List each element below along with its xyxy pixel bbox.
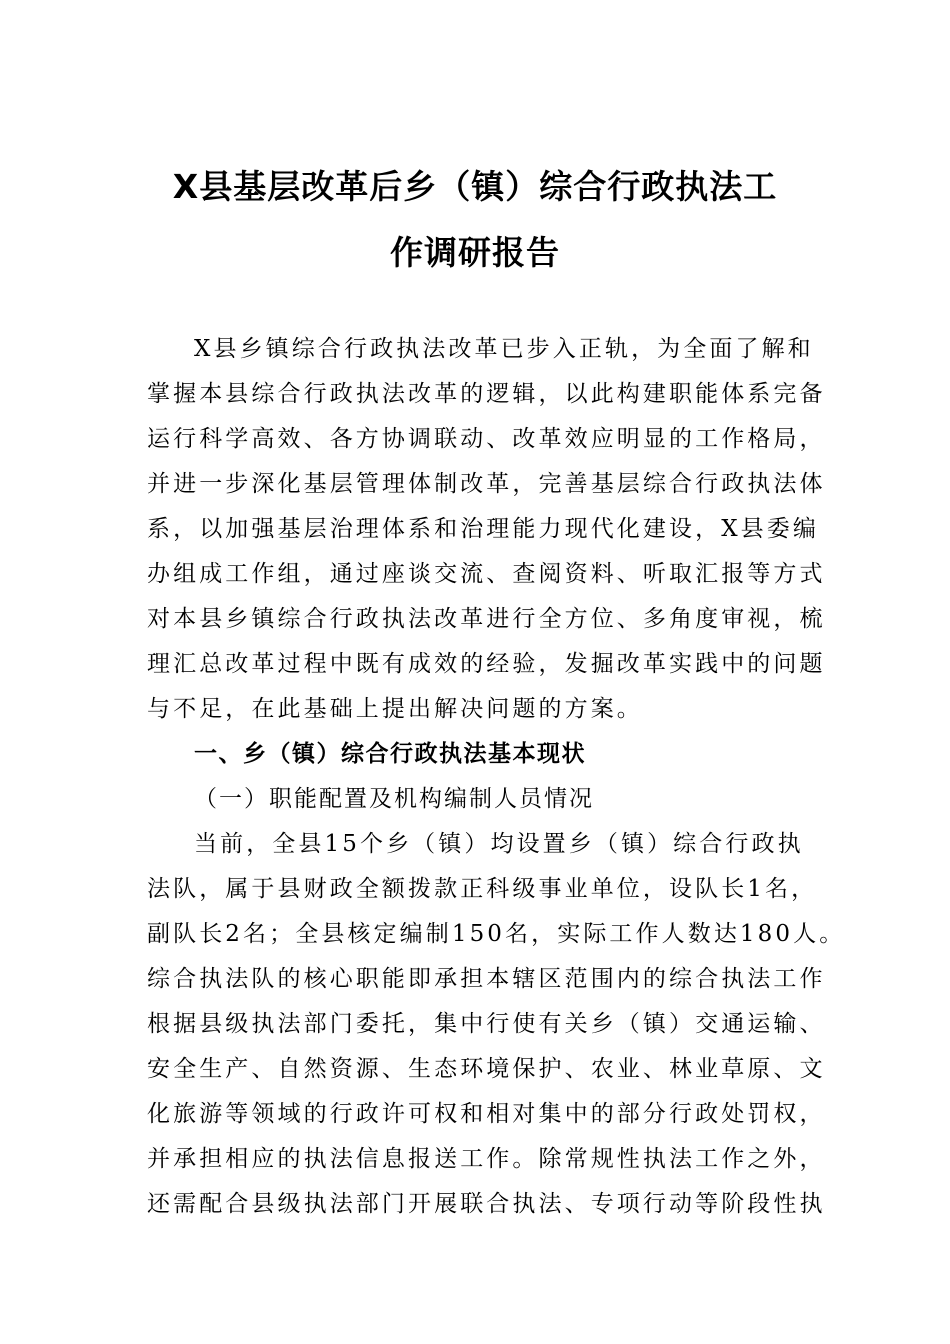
paragraph-line: 并承担相应的执法信息报送工作。除常规性执法工作之外， xyxy=(147,1146,826,1172)
paragraph-line: 对本县乡镇综合行政执法改革进行全方位、多角度审视，梳 xyxy=(147,606,826,632)
paragraph-line: 还需配合县级执法部门开展联合执法、专项行动等阶段性执 xyxy=(147,1191,826,1217)
paragraph-line: 化旅游等领域的行政许可权和相对集中的部分行政处罚权， xyxy=(147,1101,826,1127)
paragraph-line: 办组成工作组，通过座谈交流、查阅资料、听取汇报等方式 xyxy=(147,561,826,587)
paragraph-line: 安全生产、自然资源、生态环境保护、农业、林业草原、文 xyxy=(147,1056,826,1082)
section-heading-1: 一、乡（镇）综合行政执法基本现状 xyxy=(194,741,586,767)
paragraph-line: 与不足，在此基础上提出解决问题的方案。 xyxy=(147,696,643,722)
document-title-line-1: X县基层改革后乡（镇）综合行政执法工 xyxy=(172,167,778,206)
paragraph-line: X县乡镇综合行政执法改革已步入正轨，为全面了解和 xyxy=(194,336,814,362)
paragraph-line: 运行科学高效、各方协调联动、改革效应明显的工作格局， xyxy=(147,426,826,452)
paragraph-line: 副队长2名；全县核定编制150名，实际工作人数达180人。 xyxy=(147,921,846,947)
document-title-line-2: 作调研报告 xyxy=(390,233,560,272)
paragraph-line: 当前，全县15个乡（镇）均设置乡（镇）综合行政执 xyxy=(194,831,804,857)
paragraph-line: 综合执法队的核心职能即承担本辖区范围内的综合执法工作 xyxy=(147,966,826,992)
section-heading-2: （一）职能配置及机构编制人员情况 xyxy=(194,786,594,812)
paragraph-line: 系，以加强基层治理体系和治理能力现代化建设，X县委编 xyxy=(147,516,819,542)
paragraph-line: 掌握本县综合行政执法改革的逻辑，以此构建职能体系完备 xyxy=(147,381,826,407)
paragraph-line: 理汇总改革过程中既有成效的经验，发掘改革实践中的问题 xyxy=(147,651,826,677)
paragraph-line: 根据县级执法部门委托，集中行使有关乡（镇）交通运输、 xyxy=(147,1011,826,1037)
paragraph-line: 并进一步深化基层管理体制改革，完善基层综合行政执法体 xyxy=(147,471,826,497)
paragraph-line: 法队，属于县财政全额拨款正科级事业单位，设队长1名， xyxy=(147,876,818,902)
